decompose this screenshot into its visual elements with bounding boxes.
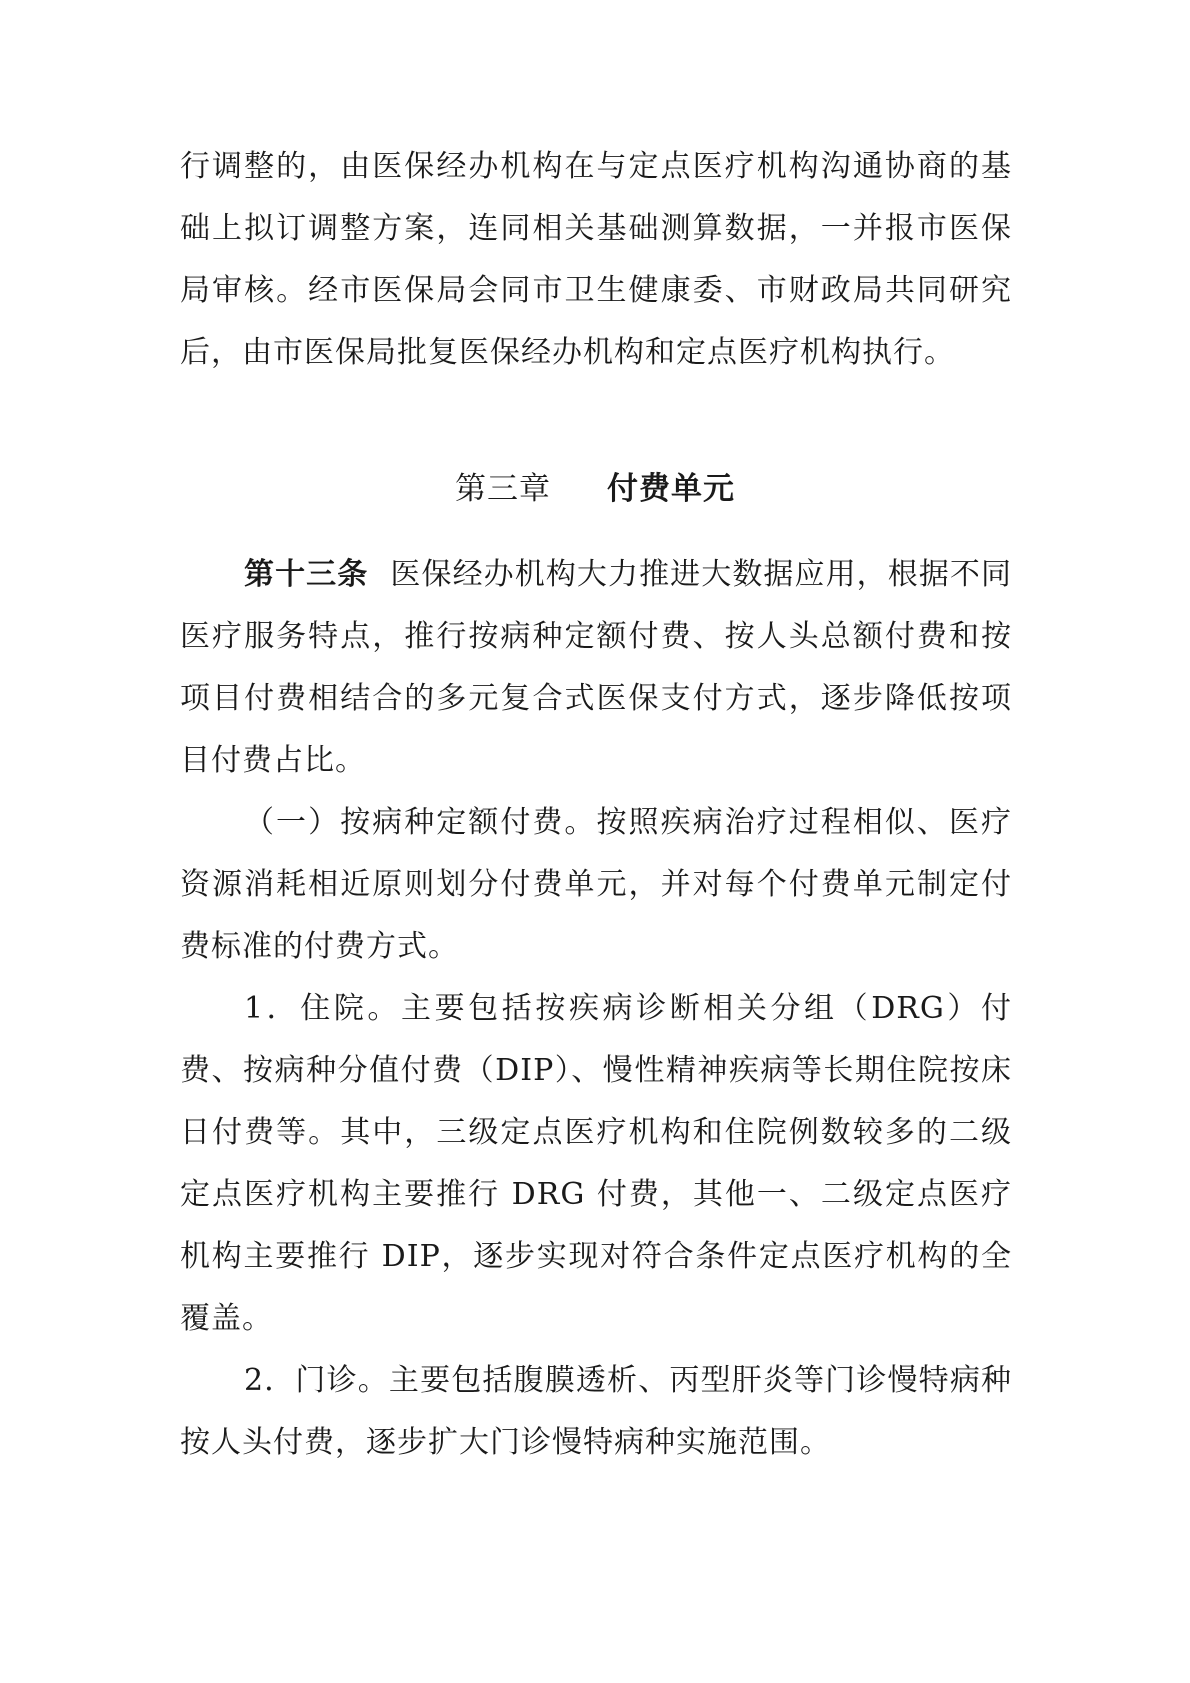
- sub-item-1-paragraph: 1．住院。主要包括按疾病诊断相关分组（DRG）付费、按病种分值付费（DIP）、慢性精神疾病等长期住院按床日付费等。其中，三级定点医疗机构和住院例数较多的二级定点医疗机构主要推行 DRG 付费，其他一、二级定点医疗机构主要推行 DIP，逐步实现对符合条件定点医疗机构的全覆盖。: [180, 991, 1012, 1336]
- chapter-body: [180, 544, 1012, 1474]
- article-label: 第十三条: [244, 557, 369, 592]
- sub-item-2-paragraph: 2．门诊。主要包括腹膜透析、丙型肝炎等门诊慢特病种按人头付费，逐步扩大门诊慢特病种实施范围。: [180, 1363, 1012, 1460]
- chapter-heading: [0, 458, 1190, 520]
- continuation-paragraph: 行调整的，由医保经办机构在与定点医疗机构沟通协商的基础上拟订调整方案，连同相关基础测算数据，一并报市医保局审核。经市医保局会同市卫生健康委、市财政局共同研究后，由市医保局批复医保经办机构和定点医疗机构执行。: [180, 149, 1012, 370]
- item-1-paragraph: （一）按病种定额付费。按照疾病治疗过程相似、医疗资源消耗相近原则划分付费单元，并对每个付费单元制定付费标准的付费方式。: [180, 805, 1012, 964]
- chapter-number: 第三章: [455, 471, 551, 507]
- article-paragraph: [180, 544, 1012, 792]
- article-text: 医保经办机构大力推进大数据应用，根据不同医疗服务特点，推行按病种定额付费、按人头总额付费和按项目付费相结合的多元复合式医保支付方式，逐步降低按项目付费占比。: [180, 557, 1013, 778]
- continuation-section: [180, 136, 1012, 384]
- chapter-title: 付费单元: [607, 471, 735, 507]
